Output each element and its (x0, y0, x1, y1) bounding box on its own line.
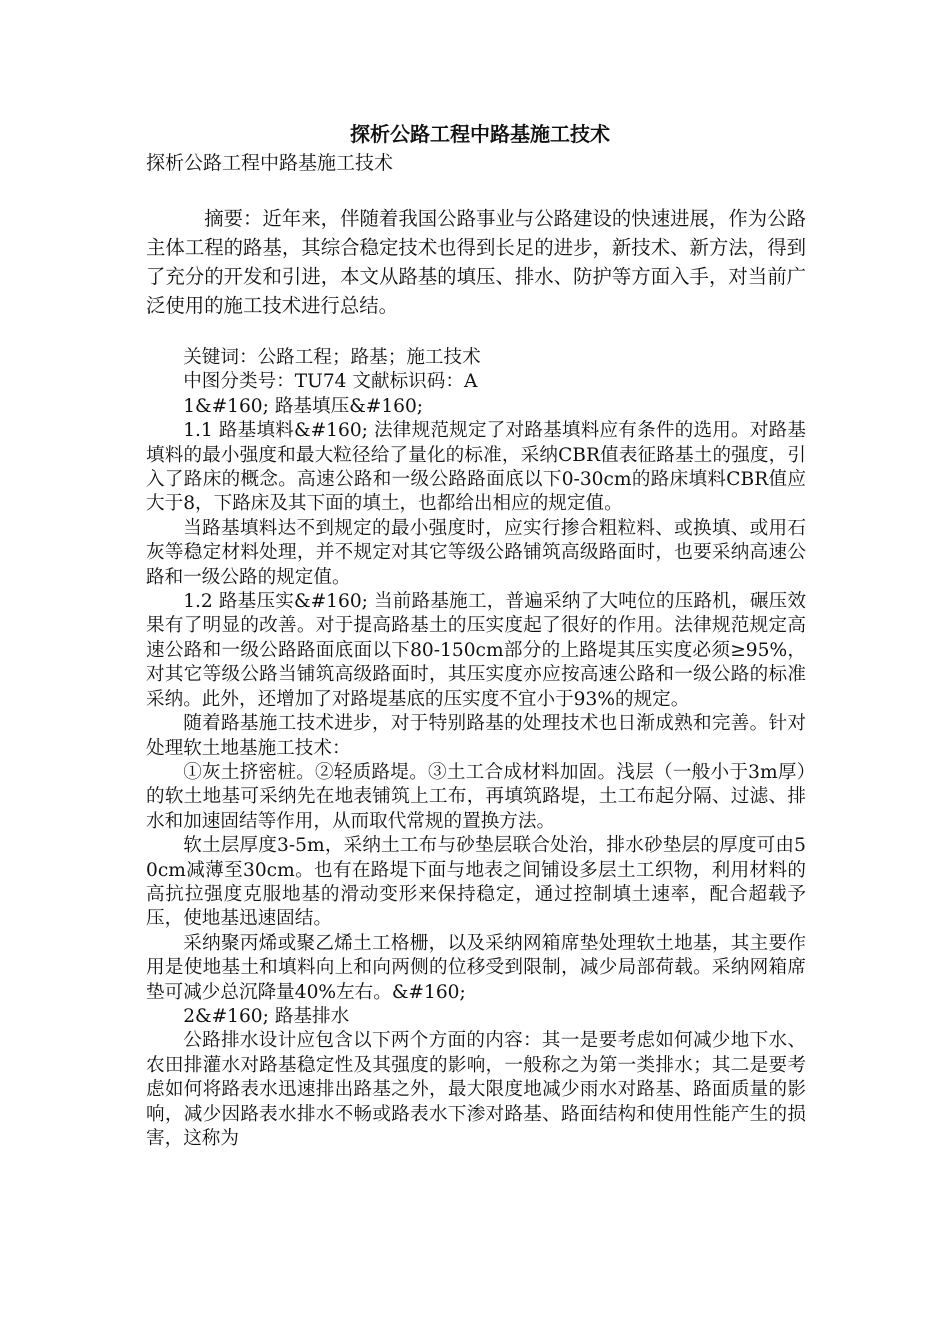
abstract-paragraph: 摘要：近年来，伴随着我国公路事业与公路建设的快速进展，作为公路主体工程的路基，其综合稳定技术也得到长足的进步，新技术、新方法，得到了充分的开发和引进，本文从路基的填压、排水、防护等方面入手，对当前广泛使用的施工技术进行总结。 (146, 207, 806, 317)
paragraph-1-2-compaction: 1.2 路基压实&#160; 当前路基施工，普遍采纳了大吨位的压路机，碾压效果有了明显的改善。对于提高路基土的压实度起了很好的作用。法律规范规定高速公路和一级公路路面底面以下80-150cm部分的上路堤其压实度必须≥95%，对其它等级公路当铺筑高级路面时，其压实度亦应按高速公路和一级公路的标准采纳。此外，还增加了对路堤基底的压实度不宜小于93%的规定。 (146, 591, 806, 710)
paragraph-soft-soil-methods: ①灰土挤密桩。②轻质路堤。③土工合成材料加固。浅层（一般小于3m厚）的软土地基可采纳先在地表铺筑上工布，再填筑路堤，土工布起分隔、过滤、排水和加速固结等作用，从而取代常规的置换方法。 (146, 761, 806, 832)
paragraph-soft-soil-layer: 软土层厚度3-5m，采纳土工布与砂垫层联合处治，排水砂垫层的厚度可由50cm减薄至30cm。也有在路堤下面与地表之间铺设多层土工织物，利用材料的高抗拉强度克服地基的滑动变形来保持稳定，通过控制填土速率，配合超载予压，使地基迅速固结。 (146, 835, 806, 930)
paragraph-drainage: 公路排水设计应包含以下两个方面的内容：其一是要考虑如何减少地下水、农田排灌水对路基稳定性及其强度的影响，一般称之为第一类排水；其二是要考虑如何将路表水迅速排出路基之外，最大限度地减少雨水对路基、路面质量的影响，减少因路表水排水不畅或路表水下渗对路基、路面结构和使用性能产生的损害，这称为 (146, 1030, 806, 1149)
document-subtitle: 探析公路工程中路基施工技术 (146, 152, 394, 174)
section-1-heading: 1&#160; 路基填压&#160; (183, 395, 424, 417)
paragraph-1-1-fill-material: 1.1 路基填料&#160; 法律规范规定了对路基填料应有条件的选用。对路基填料的最小强度和最大粒径给了量化的标准，采纳CBR值表征路基土的强度，引入了路床的概念。高速公路和一级公路路面底以下0-30cm的路床填料CBR值应大于8，下路床及其下面的填土，也都给出相应的规定值。 (146, 420, 806, 515)
paragraph-soft-soil-intro: 随着路基施工技术进步，对于特别路基的处理技术也日渐成熟和完善。针对处理软土地基施工技术： (146, 713, 806, 759)
paragraph-geogrid: 采纳聚丙烯或聚乙烯土工格栅，以及采纳网箱席垫处理软土地基，其主要作用是使地基土和填料向上和向两侧的位移受到限制，减少局部荷载。采纳网箱席垫可减少总沉降量40%左右。&#160; (146, 932, 806, 1003)
paragraph-1-1-continued: 当路基填料达不到规定的最小强度时，应实行掺合粗粒料、或换填、或用石灰等稳定材料处理，并不规定对其它等级公路铺筑高级路面时，也要采纳高速公路和一级公路的规定值。 (146, 517, 806, 588)
document-page (146, 118, 806, 1151)
keywords-line: 关键词：公路工程；路基；施工技术 (183, 347, 481, 368)
section-2-heading: 2&#160; 路基排水 (183, 1005, 350, 1027)
classification-line: 中图分类号：TU74 文献标识码：A (183, 371, 478, 393)
document-title: 探析公路工程中路基施工技术 (350, 122, 610, 146)
